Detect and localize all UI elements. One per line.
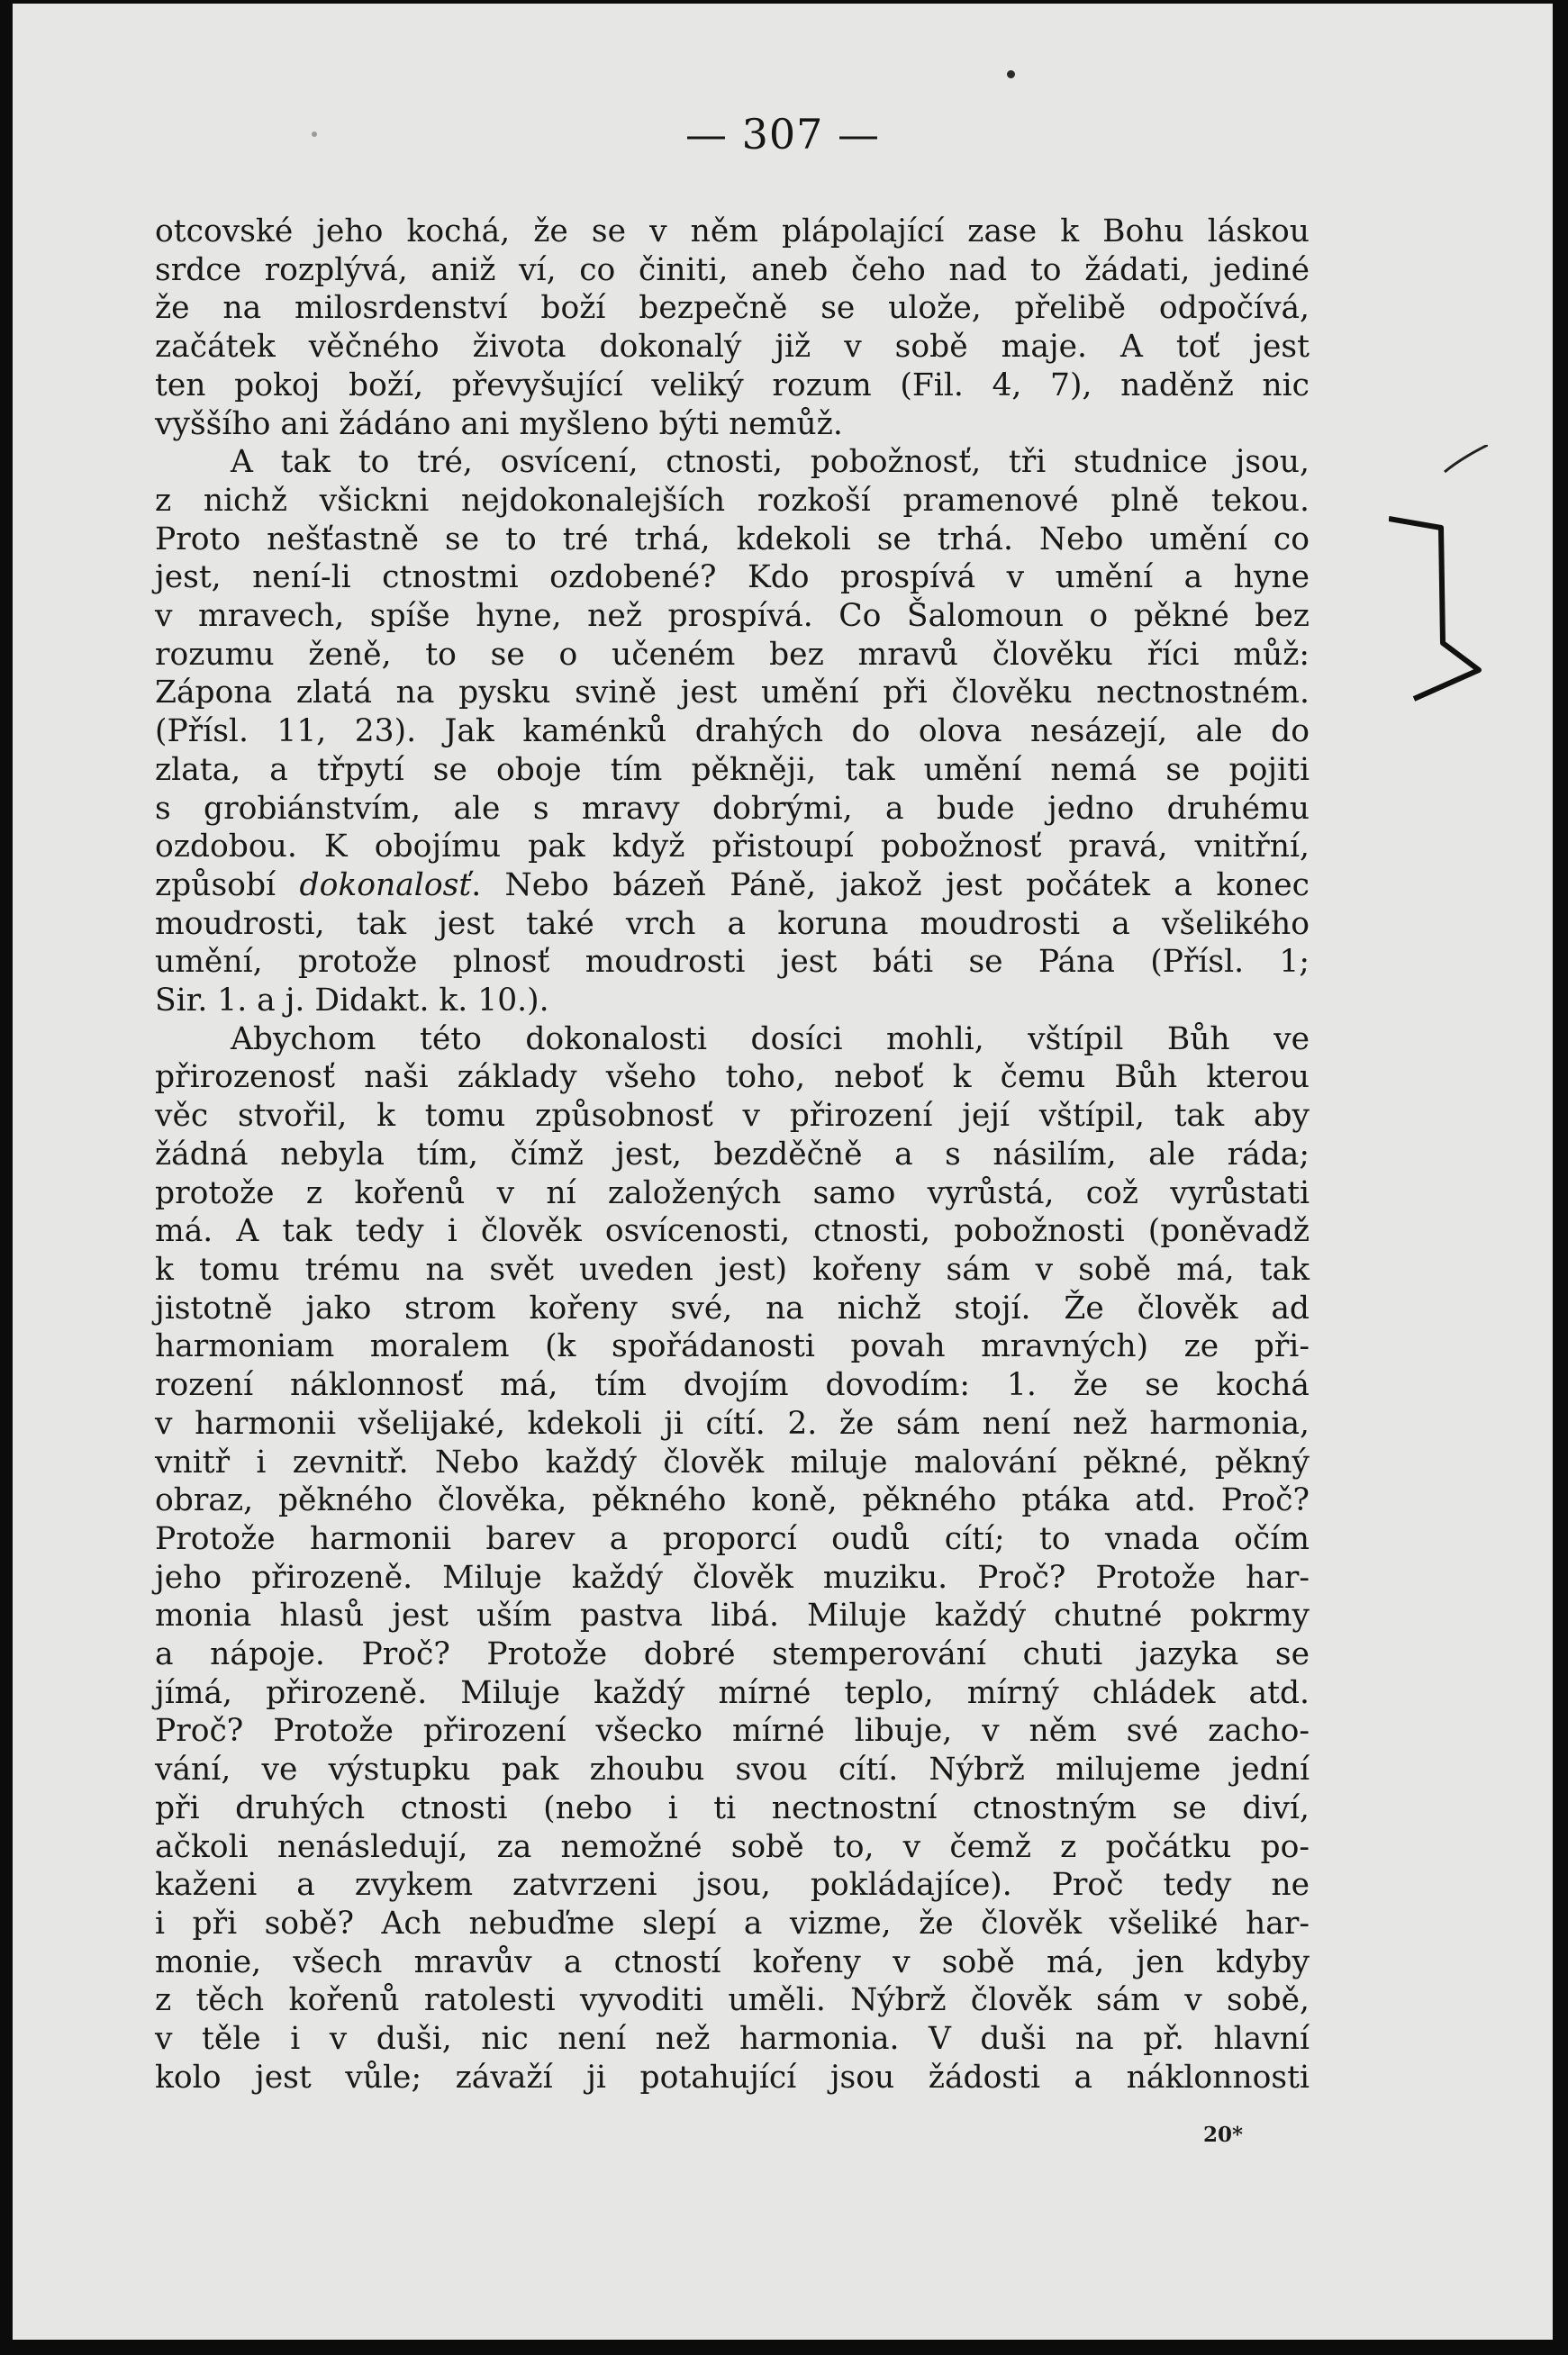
text-line bbox=[155, 1136, 1310, 1174]
text-line-content: věc stvořil, k tomu způsobnosť v přirození její vštípil, tak aby bbox=[155, 1098, 1310, 1135]
text-line-rest: . Nebo bázeň Páně, jakož jest počátek a konec bbox=[471, 866, 1310, 903]
text-line-content: monie, všech mravův a ctností kořeny v sobě má, jen kdyby bbox=[155, 1943, 1310, 1980]
text-line bbox=[155, 405, 1310, 444]
text-line bbox=[155, 1251, 1310, 1290]
text-line bbox=[155, 712, 1310, 751]
ink-speck bbox=[1007, 70, 1015, 78]
text-line bbox=[155, 251, 1310, 290]
text-line bbox=[155, 1789, 1310, 1828]
text-line bbox=[155, 1905, 1310, 1943]
text-line bbox=[155, 1712, 1310, 1751]
text-line-content: otcovské jeho kochá, že se v něm plápolající zase k Bohu láskou bbox=[155, 213, 1310, 249]
text-line-content: vyššího ani žádáno ani myšleno býti nemůž. bbox=[155, 405, 843, 442]
ink-speck bbox=[312, 131, 317, 137]
text-line-content: moudrosti, tak jest také vrch a koruna moudrosti a všelikého bbox=[155, 905, 1310, 942]
text-line-content: Abychom této dokonalosti dosíci mohli, vštípil Bůh ve bbox=[231, 1020, 1310, 1057]
italic-term: dokonalosť bbox=[299, 866, 472, 903]
text-line bbox=[155, 597, 1310, 636]
text-line bbox=[155, 521, 1310, 559]
text-line-content: vání, ve výstupku pak zhoubu svou cítí. Nýbrž milujeme jední bbox=[155, 1752, 1310, 1789]
text-line bbox=[155, 1327, 1310, 1366]
text-line bbox=[155, 1405, 1310, 1444]
text-line bbox=[155, 751, 1310, 790]
text-line-content: z nichž všickni nejdokonalejších rozkoší pramenové plně tekou. bbox=[155, 482, 1310, 519]
text-line-content: i při sobě? Ach nebuďme slepí a vizme, že člověk všeliké har- bbox=[155, 1905, 1310, 1942]
text-line-content: Protože harmonii barev a proporcí oudů cítí; to vnada očím bbox=[155, 1520, 1310, 1557]
text-line-content: rození náklonnosť má, tím dvojím dovodím: 1. že se kochá bbox=[155, 1367, 1310, 1404]
text-line bbox=[155, 1943, 1310, 1982]
text-line-content: k tomu trému na svět uveden jest) kořeny sám v sobě má, tak bbox=[155, 1251, 1310, 1288]
text-line-content: Proto nešťastně se to tré trhá, kdekoli se trhá. Nebo umění co bbox=[155, 521, 1310, 557]
text-line bbox=[155, 790, 1310, 829]
text-line-content: jest, není-li ctnostmi ozdobené? Kdo prospívá v umění a hyne bbox=[155, 559, 1310, 596]
text-line-content: harmoniam moralem (k spořádanosti povah mravných) ze při- bbox=[155, 1328, 1310, 1365]
text-line-content: srdce rozplývá, aniž ví, co činiti, aneb čeho nad to žádati, jediné bbox=[155, 251, 1310, 288]
text-line-content: kaženi a zvykem zatvrzeni jsou, pokládajíce). Proč tedy ne bbox=[155, 1867, 1310, 1904]
text-line bbox=[155, 1444, 1310, 1482]
text-line bbox=[155, 1828, 1310, 1867]
text-line bbox=[155, 905, 1310, 944]
text-line-content: způsobí bbox=[155, 866, 276, 903]
text-line bbox=[155, 289, 1310, 328]
text-line bbox=[155, 982, 1310, 1020]
text-line-content: Proč? Protože přirození všecko mírné libuje, v něm své zacho- bbox=[155, 1713, 1310, 1750]
book-page bbox=[13, 4, 1553, 2340]
text-line bbox=[155, 2020, 1310, 2059]
text-line bbox=[155, 482, 1310, 521]
text-line bbox=[155, 636, 1310, 675]
page-number: — 307 — bbox=[684, 110, 881, 159]
text-line-content: A tak to tré, osvícení, ctnosti, pobožnosť, tři studnice jsou, bbox=[231, 444, 1310, 481]
text-line bbox=[155, 943, 1310, 982]
text-line-content: při druhých ctnosti (nebo i ti nectnostní ctnostným se diví, bbox=[155, 1789, 1310, 1826]
text-line bbox=[155, 1751, 1310, 1789]
text-line bbox=[155, 2059, 1310, 2097]
text-line bbox=[155, 558, 1310, 597]
text-line-content: v těle i v duši, nic není než harmonia. V duši na př. hlavní bbox=[155, 2021, 1310, 2058]
text-line-content: že na milosrdenství boží bezpečně se ulože, přelibě odpočívá, bbox=[155, 290, 1310, 327]
text-line-content: ačkoli nenásledují, za nemožné sobě to, v čemž z počátku po- bbox=[155, 1828, 1310, 1865]
text-line-content: s grobiánstvím, ale s mravy dobrými, a bude jedno druhému bbox=[155, 790, 1310, 827]
text-line-content: v mravech, spíše hyne, než prospívá. Co Šalomoun o pěkné bez bbox=[155, 598, 1310, 635]
text-line-content: z těch kořenů ratolesti vyvoditi uměli. Nýbrž člověk sám v sobě, bbox=[155, 1982, 1310, 2019]
text-line-content: jistotně jako strom kořeny své, na nichž stojí. Že člověk ad bbox=[155, 1290, 1310, 1327]
text-line-content: ten pokoj boží, převyšující veliký rozum (Fil. 4, 7), naděnž nic bbox=[155, 367, 1310, 403]
text-line-content: jímá, přirozeně. Miluje každý mírné teplo, mírný chládek atd. bbox=[155, 1674, 1310, 1711]
text-line bbox=[155, 1020, 1310, 1059]
text-line-content: monia hlasů jest uším pastva libá. Miluje každý chutné pokrmy bbox=[155, 1598, 1310, 1635]
text-line-content: a nápoje. Proč? Protože dobré stemperování chuti jazyka se bbox=[155, 1636, 1310, 1673]
text-line-content: žádná nebyla tím, čímž jest, bezděčně a s násilím, ale ráda; bbox=[155, 1136, 1310, 1173]
text-line bbox=[155, 1174, 1310, 1213]
text-line bbox=[155, 1597, 1310, 1635]
text-line-content: ozdobou. K obojímu pak když přistoupí pobožnosť pravá, vnitřní, bbox=[155, 829, 1310, 865]
text-line bbox=[155, 1481, 1310, 1520]
text-line-content: Zápona zlatá na pysku svině jest umění při člověku nectnostném. bbox=[155, 675, 1310, 711]
text-line bbox=[155, 367, 1310, 405]
text-line-content: obraz, pěkného člověka, pěkného koně, pěkného ptáka atd. Proč? bbox=[155, 1482, 1310, 1519]
text-line bbox=[155, 828, 1310, 866]
text-line-content: jeho přirozeně. Miluje každý člověk muziku. Proč? Protože har- bbox=[155, 1559, 1310, 1596]
text-line-content: rozumu ženě, to se o učeném bez mravů člověku říci můž: bbox=[155, 636, 1310, 673]
text-line-content: začátek věčného života dokonalý již v sobě maje. A toť jest bbox=[155, 329, 1310, 366]
text-line bbox=[155, 1981, 1310, 2020]
text-line bbox=[155, 1290, 1310, 1328]
signature-mark: 20* bbox=[1203, 2123, 1244, 2147]
text-line bbox=[155, 1058, 1310, 1097]
text-line bbox=[155, 1674, 1310, 1713]
text-line bbox=[155, 1520, 1310, 1559]
text-line-content: (Přísl. 11, 23). Jak kaménků drahých do olova nesázejí, ale do bbox=[155, 713, 1310, 750]
text-line-content: protože z kořenů v ní založených samo vyrůstá, což vyrůstati bbox=[155, 1174, 1310, 1211]
text-line bbox=[155, 866, 1310, 905]
text-line-content: má. A tak tedy i člověk osvícenosti, ctnosti, pobožnosti (poněvadž bbox=[155, 1213, 1310, 1250]
text-line bbox=[155, 1635, 1310, 1674]
text-line-content: kolo jest vůle; závaží ji potahující jsou žádosti a náklonnosti bbox=[155, 2059, 1310, 2096]
text-line-content: Sir. 1. a j. Didakt. k. 10.). bbox=[155, 983, 549, 1019]
text-line-content: umění, protože plnosť moudrosti jest báti se Pána (Přísl. 1; bbox=[155, 944, 1310, 981]
text-line bbox=[155, 1366, 1310, 1405]
text-line bbox=[155, 443, 1310, 482]
text-line bbox=[155, 213, 1310, 251]
text-line-content: zlata, a třpytí se oboje tím pěkněji, tak umění nemá se pojiti bbox=[155, 751, 1310, 788]
text-line bbox=[155, 1866, 1310, 1905]
margin-bracket-mark bbox=[1389, 445, 1488, 715]
text-line bbox=[155, 1212, 1310, 1251]
text-line bbox=[155, 1097, 1310, 1136]
text-line-content: přirozenosť naši základy všeho toho, neboť k čemu Bůh kterou bbox=[155, 1059, 1310, 1096]
text-line bbox=[155, 674, 1310, 712]
text-line bbox=[155, 1559, 1310, 1598]
text-line bbox=[155, 328, 1310, 367]
text-line-content: v harmonii všelijaké, kdekoli ji cítí. 2. že sám není než harmonia, bbox=[155, 1405, 1310, 1442]
text-line-content: vnitř i zevnitř. Nebo každý člověk miluje malování pěkné, pěkný bbox=[155, 1444, 1310, 1481]
body-text bbox=[155, 213, 1310, 2097]
